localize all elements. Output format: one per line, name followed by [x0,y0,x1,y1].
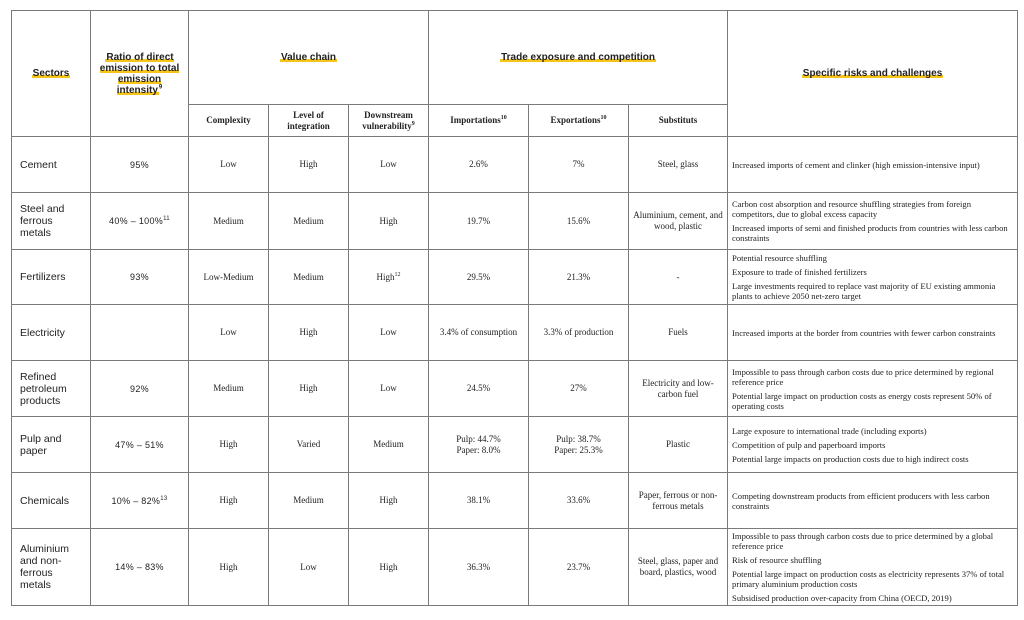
exportations-value: 33.6% [529,473,629,529]
header-ratio: Ratio of direct emission to total emission intensity$^9$ [91,11,189,137]
risk-item: Competing downstream products from efficient producers with less carbon constraints [732,490,990,511]
risks-cell [728,417,1018,473]
exportations-value: 3.3% of production [529,305,629,361]
header-sectors: Sectors [12,11,91,137]
complexity-value: Low [189,305,269,361]
table-row [12,529,1018,606]
table-row [12,473,1018,529]
table-row [12,250,1018,305]
risk-item: Impossible to pass through carbon costs due to price determined by a global reference price [732,531,994,551]
substituts-value: Electricity and low-carbon fuel [629,361,728,417]
table-body [12,137,1018,606]
substituts-value: Paper, ferrous or non-ferrous metals [629,473,728,529]
sector-name: Refined petroleum products [12,361,91,417]
integration-value: Low [269,529,349,606]
complexity-value: High [189,417,269,473]
risk-item: Potential resource shuffling [732,253,827,263]
sector-name: Fertilizers [12,250,91,305]
downstream-value: Medium [349,417,429,473]
table-row [12,305,1018,361]
ratio-value: 40% – 100%$^{11}$ [91,193,189,250]
integration-value: Varied [269,417,349,473]
substituts-value: Fuels [629,305,728,361]
downstream-value: Low [349,305,429,361]
complexity-value: Low [189,137,269,193]
emissions-sector-table-container [11,10,1018,606]
risk-item: Risk of resource shuffling [732,555,822,565]
downstream-value: High [349,193,429,250]
ratio-value: 93% [91,250,189,305]
risk-item: Competition of pulp and paperboard imports [732,439,886,450]
sector-name: Steel and ferrous metals [12,193,91,250]
sector-name: Electricity [12,305,91,361]
downstream-value: Low [349,361,429,417]
substituts-value: Steel, glass [629,137,728,193]
complexity-value: High [189,473,269,529]
integration-value: High [269,305,349,361]
sector-name: Aluminium and non-ferrous metals [12,529,91,606]
header-trade: Trade exposure and competition [429,11,728,105]
exportations-value: 21.3% [529,250,629,305]
header-value-chain: Value chain [189,11,429,105]
risk-item: Carbon cost absorption and resource shuffling strategies from foreign competitors, due to global excess capacity [732,199,972,219]
substituts-value: Plastic [629,417,728,473]
importations-value: 2.6% [429,137,529,193]
risk-item: Subsidised production over-capacity from China (OECD, 2019) [732,593,952,603]
risk-item: Potential large impacts on production costs due to high indirect costs [732,453,969,464]
integration-value: Medium [269,473,349,529]
ratio-value: 14% – 83% [91,529,189,606]
ratio-value [91,305,189,361]
risk-item: Impossible to pass through carbon costs due to price determined by regional reference price [732,366,994,387]
exportations-value: 23.7% [529,529,629,606]
risk-item: Large investments required to replace vast majority of EU existing ammonia plants to achieve 2050 net-zero target [732,281,996,301]
header-downstream: Downstream vulnerability$^9$ [349,105,429,137]
sector-name: Cement [12,137,91,193]
integration-value: Medium [269,250,349,305]
integration-value: High [269,137,349,193]
risks-cell [728,250,1018,305]
complexity-value: Medium [189,361,269,417]
risks-cell [728,305,1018,361]
risks-cell [728,361,1018,417]
table-row [12,361,1018,417]
risks-cell [728,137,1018,193]
importations-value: 36.3% [429,529,529,606]
risks-cell [728,473,1018,529]
sector-name: Pulp and paper [12,417,91,473]
header-risks: Specific risks and challenges [728,11,1018,137]
sector-name: Chemicals [12,473,91,529]
complexity-value: Medium [189,193,269,250]
header-row-top [12,11,1018,105]
integration-value: Medium [269,193,349,250]
substituts-value: Aluminium, cement, and wood, plastic [629,193,728,250]
exportations-value: 7% [529,137,629,193]
risk-item: Increased imports of cement and clinker (high emission-intensive input) [732,159,980,170]
downstream-value: High [349,529,429,606]
table-row [12,193,1018,250]
risk-item: Potential large impact on production costs as electricity represents 37% of total primary aluminium production costs [732,569,1005,589]
exportations-value: 27% [529,361,629,417]
exportations-value: 15.6% [529,193,629,250]
downstream-value: Low [349,137,429,193]
table-row [12,417,1018,473]
integration-value: High [269,361,349,417]
table-row [12,137,1018,193]
importations-value: Pulp: 44.7% Paper: 8.0% [429,417,529,473]
risks-cell [728,193,1018,250]
risk-item: Increased imports at the border from countries with fewer carbon constraints [732,327,996,338]
header-substituts: Substituts [629,105,728,137]
importations-value: 29.5% [429,250,529,305]
substituts-value: - [629,250,728,305]
ratio-value: 10% – 82%$^{13}$ [91,473,189,529]
exportations-value: Pulp: 38.7% Paper: 25.3% [529,417,629,473]
header-integration: Level of integration [269,105,349,137]
substituts-value: Steel, glass, paper and board, plastics, wood [629,529,728,606]
complexity-value: High [189,529,269,606]
downstream-value: High [349,473,429,529]
importations-value: 38.1% [429,473,529,529]
complexity-value: Low-Medium [189,250,269,305]
importations-value: 3.4% of consumption [429,305,529,361]
risk-item: Increased imports of semi and finished products from countries with less carbon constraints [732,223,1008,243]
header-complexity: Complexity [189,105,269,137]
risk-item: Exposure to trade of finished fertilizers [732,267,867,277]
ratio-value: 47% – 51% [91,417,189,473]
downstream-value: High$^{12}$ [349,250,429,305]
header-exportations: Exportations$^{10}$ [529,105,629,137]
sector-risk-table [11,10,1018,606]
ratio-value: 95% [91,137,189,193]
importations-value: 24.5% [429,361,529,417]
risks-cell [728,529,1018,606]
ratio-value: 92% [91,361,189,417]
header-importations: Importations$^{10}$ [429,105,529,137]
importations-value: 19.7% [429,193,529,250]
risk-item: Large exposure to international trade (including exports) [732,425,927,436]
risk-item: Potential large impact on production costs as energy costs represent 50% of operating costs [732,390,992,411]
